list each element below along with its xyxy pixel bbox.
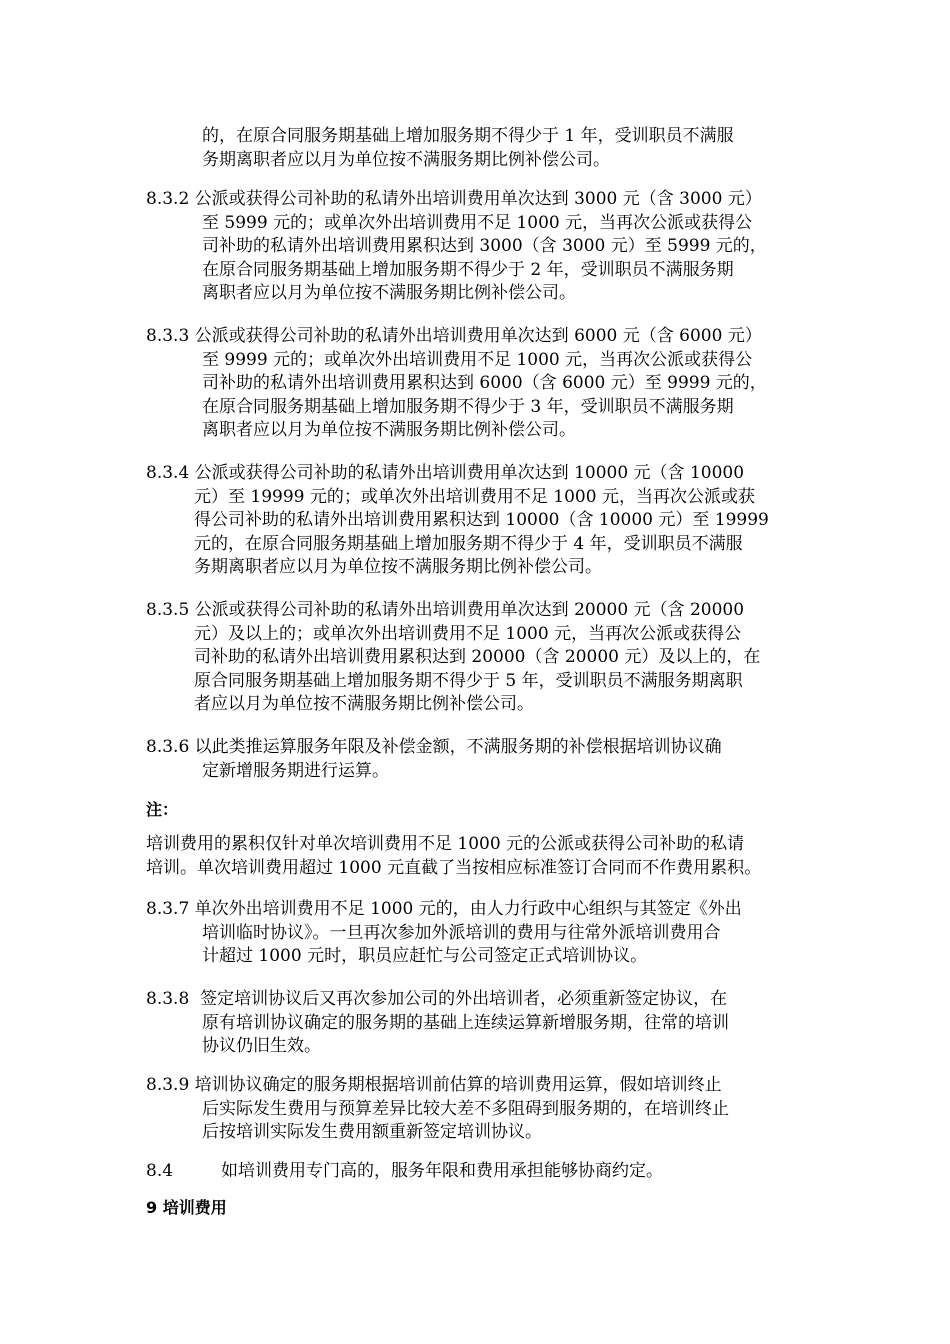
text-line: 在原合同服务期基础上增加服务期不得少于 3 年，受训职员不满服务期	[202, 396, 734, 417]
clause-8-3-3	[146, 325, 818, 443]
text-line: 定新增服务期进行运算。	[202, 760, 389, 781]
text-line: 司补助的私请外出培训费用累积达到 3000（含 3000 元）至 5999 元的，	[202, 236, 767, 256]
continuation-paragraph	[146, 125, 818, 172]
note-body	[146, 833, 826, 880]
text-line: 元）至 19999 元的；或单次外出培训费用不足 1000 元，当再次公派或获	[194, 486, 755, 507]
text-line: 签定培训协议后又再次参加公司的外出培训者，必须重新签定协议，在	[200, 989, 728, 1009]
note-title: 注：	[146, 800, 179, 819]
text-line: 公派或获得公司补助的私请外出培训费用单次达到 6000 元（含 6000 元）	[194, 326, 762, 346]
clause-number: 8.3.5	[146, 600, 190, 620]
text-line: 培训协议确定的服务期根据培训前估算的培训费用运算，假如培训终止	[194, 1075, 722, 1095]
clause-8-3-5	[146, 599, 818, 717]
text-line: 公派或获得公司补助的私请外出培训费用单次达到 10000 元（含 10000	[194, 463, 745, 483]
clause-number: 8.3.9	[146, 1075, 190, 1095]
clause-number: 8.3.8	[146, 989, 190, 1009]
text-line: 公派或获得公司补助的私请外出培训费用单次达到 20000 元（含 20000	[194, 600, 745, 620]
text-line: 培训。单次培训费用超过 1000 元直截了当按相应标准签订合同而不作费用累积。	[146, 857, 762, 878]
text-line: 司补助的私请外出培训费用累积达到 6000（含 6000 元）至 9999 元的，	[202, 373, 767, 393]
text-line: 至 5999 元的；或单次外出培训费用不足 1000 元，当再次公派或获得公	[202, 212, 753, 233]
text-line: 务期离职者应以月为单位按不满服务期比例补偿公司。	[194, 557, 602, 577]
text-line: 务期离职者应以月为单位按不满服务期比例补偿公司。	[202, 149, 610, 170]
section-heading: 9 培训费用	[146, 1198, 227, 1217]
clause-8-3-2	[146, 188, 818, 306]
text-line: 以此类推运算服务年限及补偿金额，不满服务期的补偿根据培训协议确	[194, 737, 722, 757]
text-line: 原合同服务期基础上增加服务期不得少于 5 年，受训职员不满服务期离职	[194, 670, 743, 691]
text-line: 的，在原合同服务期基础上增加服务期不得少于 1 年，受训职员不满服	[202, 126, 734, 146]
clause-8-3-6	[146, 736, 818, 783]
text-line: 离职者应以月为单位按不满服务期比例补偿公司。	[202, 420, 576, 440]
text-line: 协议仍旧生效。	[202, 1036, 321, 1056]
clause-number: 8.3.6	[146, 737, 190, 757]
clause-number: 8.3.3	[146, 326, 190, 346]
text-line: 计超过 1000 元时，职员应赶忙与公司签定正式培训协议。	[202, 946, 648, 966]
clause-number: 8.4	[146, 1161, 174, 1181]
text-line: 离职者应以月为单位按不满服务期比例补偿公司。	[202, 283, 576, 303]
text-line: 单次外出培训费用不足 1000 元的，由人力行政中心组织与其签定《外出	[194, 899, 742, 919]
text-line: 如培训费用专门高的，服务年限和费用承担能够协商约定。	[221, 1161, 664, 1181]
clause-8-3-4	[146, 462, 818, 580]
clause-8-3-8	[146, 988, 818, 1059]
clause-8-3-7	[146, 898, 818, 969]
text-line: 者应以月为单位按不满服务期比例补偿公司。	[194, 694, 534, 714]
clause-number: 8.3.7	[146, 899, 190, 919]
text-line: 后按培训实际发生费用额重新签定培训协议。	[202, 1122, 542, 1142]
text-line: 后实际发生费用与预算差异比较大差不多阻碍到服务期的，在培训终止	[202, 1098, 729, 1119]
text-line: 在原合同服务期基础上增加服务期不得少于 2 年，受训职员不满服务期	[202, 259, 734, 280]
text-line: 至 9999 元的；或单次外出培训费用不足 1000 元，当再次公派或获得公	[202, 349, 753, 370]
text-line: 司补助的私请外出培训费用累积达到 20000（含 20000 元）及以上的，在	[194, 647, 761, 667]
text-line: 公派或获得公司补助的私请外出培训费用单次达到 3000 元（含 3000 元）	[194, 189, 762, 209]
text-line: 原有培训协议确定的服务期的基础上连续运算新增服务期，往常的培训	[202, 1012, 729, 1033]
clause-8-4	[146, 1160, 818, 1184]
text-line: 培训临时协议》。一旦再次参加外派培训的费用与往常外派培训费用合	[202, 922, 721, 943]
text-line: 得公司补助的私请外出培训费用累积达到 10000（含 10000 元）至 19999	[194, 510, 769, 530]
text-line: 元）及以上的；或单次外出培训费用不足 1000 元，当再次公派或获得公	[194, 623, 742, 644]
text-line: 元的，在原合同服务期基础上增加服务期不得少于 4 年，受训职员不满服	[194, 533, 743, 554]
clause-8-3-9	[146, 1074, 818, 1145]
clause-number: 8.3.2	[146, 189, 190, 209]
text-line: 培训费用的累积仅针对单次培训费用不足 1000 元的公派或获得公司补助的私请	[146, 834, 745, 854]
clause-number: 8.3.4	[146, 463, 190, 483]
